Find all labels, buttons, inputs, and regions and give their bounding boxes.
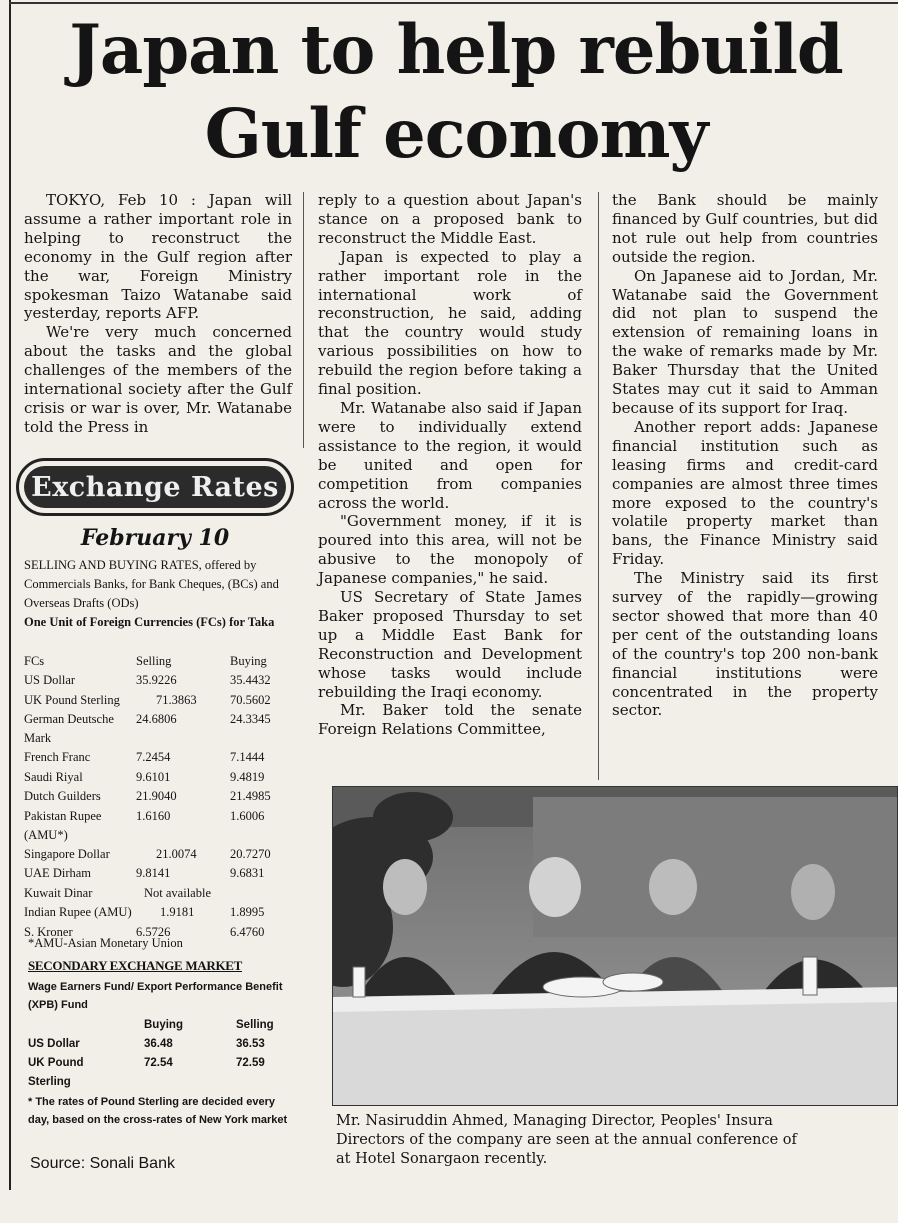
rates-currency: French Franc: [24, 750, 91, 764]
secondary-selling: 72.59: [236, 1057, 265, 1069]
headline-line-1: Japan to help rebuild: [69, 10, 843, 89]
article-paragraph: TOKYO, Feb 10 : Japan will assume a rather important role in helping to reconstruct the economy in the Gulf region after the war, Foreign Ministry spokesman Taizo Watanabe said yesterday, reports AFP.: [24, 191, 292, 323]
rates-footnote: [24, 934, 298, 953]
rates-currency: Indian Rupee (AMU): [24, 905, 132, 919]
page-border-top: [9, 2, 898, 4]
rates-currency: US Dollar: [24, 673, 76, 687]
article-paragraph: We're very much concerned about the tasks and the global challenges of the members of the international society after the Gulf crisis or war is over, Mr. Watanabe told the Press in: [24, 323, 292, 436]
secondary-market-subtitle: Wage Earners Fund/ Export Performance Benefit (XPB) Fund: [28, 981, 283, 1011]
secondary-buying: 72.54: [144, 1057, 173, 1069]
rates-buying: 21.4985: [230, 789, 271, 803]
rates-footnote-text: *AMU-Asian Monetary Union: [28, 936, 183, 950]
rates-currency: German Deutsche Mark: [24, 712, 114, 745]
photo-caption: [336, 1112, 898, 1169]
headline: [14, 8, 898, 176]
rates-selling: 1.6160: [136, 808, 171, 823]
conference-photo: [332, 786, 898, 1106]
rates-currency: S. Kroner: [24, 924, 73, 939]
secondary-currency: US Dollar: [28, 1038, 80, 1050]
rates-buying: 9.6831: [230, 866, 265, 880]
article-paragraph: reply to a question about Japan's stance on a proposed bank to reconstruct the Middle East.: [318, 191, 582, 247]
rates-row: [24, 807, 298, 845]
article-paragraph: Japan is expected to play a rather important role in the international work of reconstruction, he said, adding that the country would study various possibilities on how to rebuild the region before taking a final position.: [318, 247, 582, 399]
secondary-buying: 36.48: [144, 1038, 173, 1050]
exchange-rates-unit-line: One Unit of Foreign Currencies (FCs) for Taka: [24, 615, 275, 629]
pound-sterling-note: * The rates of Pound Sterling are decided every day, based on the cross-rates of New York market: [28, 1096, 288, 1126]
exchange-rates-intro: [24, 556, 298, 632]
exchange-rates-title: Exchange Rates: [24, 466, 286, 508]
article-column-1: [24, 191, 292, 437]
article-paragraph: Mr. Watanabe also said if Japan were to individually extend assistance to the region, it would be united and open for competition from companies across the world.: [318, 398, 582, 512]
article-column-3: [612, 191, 878, 720]
rates-buying: 70.5602: [230, 692, 271, 707]
rates-source: Source: Sonali Bank: [30, 1155, 175, 1172]
rates-header-selling: Selling: [136, 654, 172, 668]
rates-buying: 6.4760: [230, 924, 265, 939]
rates-selling: 24.6806: [136, 712, 177, 726]
rates-selling: 9.8141: [136, 866, 171, 880]
rates-currency: UAE Dirham: [24, 866, 91, 880]
article-paragraph: "Government money, if it is poured into this area, will not be abusive to the monopoly of Japanese companies," he said.: [318, 512, 582, 588]
rates-selling: 71.3863: [156, 692, 197, 707]
rates-buying: 7.1444: [230, 750, 265, 764]
rates-buying: 24.3345: [230, 712, 271, 726]
secondary-header-row: [24, 1016, 298, 1035]
secondary-row-usd: [24, 1035, 298, 1054]
rates-row: [24, 864, 298, 883]
rates-currency: Saudi Riyal: [24, 769, 83, 784]
rates-row: [24, 768, 298, 787]
rates-selling: Not available: [144, 885, 211, 900]
secondary-row-gbp: [24, 1054, 298, 1092]
rates-selling: 35.9226: [136, 673, 177, 687]
article-paragraph: The Ministry said its first survey of the rapidly—growing sector showed that more than 40 per cent of the outstanding loans of the country's top 200 non-bank financial institutions were concentrated in the property sector.: [612, 569, 878, 720]
rates-row: [24, 903, 298, 922]
rates-currency: Pakistan Rupee (AMU*): [24, 808, 102, 842]
rates-header-fcs: FCs: [24, 654, 45, 668]
page-border-left: [9, 0, 11, 1190]
rates-currency: Dutch Guilders: [24, 789, 101, 803]
secondary-header-selling: Selling: [236, 1019, 274, 1031]
article-paragraph: the Bank should be mainly financed by Gulf countries, but did not rule out help from countries outside the region.: [612, 191, 878, 266]
rates-header-buying: Buying: [230, 654, 267, 668]
rates-row: [24, 845, 298, 864]
rates-selling: 6.5726: [136, 924, 171, 939]
rates-selling: 7.2454: [136, 750, 171, 764]
rates-currency: UK Pound Sterling: [24, 692, 120, 707]
rates-currency: Singapore Dollar: [24, 846, 110, 861]
caption-line-3: at Hotel Sonargaon recently.: [336, 1151, 548, 1167]
rates-currency: Kuwait Dinar: [24, 885, 93, 900]
rates-buying: 20.7270: [230, 846, 271, 861]
exchange-rates-date: February 10: [80, 525, 230, 551]
rates-row: [24, 691, 298, 710]
rates-row: [24, 748, 298, 767]
rates-selling: 21.0074: [156, 846, 197, 861]
headline-line-2: Gulf economy: [204, 94, 708, 173]
article-paragraph: Mr. Baker told the senate Foreign Relations Committee,: [318, 701, 582, 739]
rates-buying: 9.4819: [230, 769, 265, 784]
rates-buying: 1.8995: [230, 905, 265, 919]
article-paragraph: US Secretary of State James Baker proposed Thursday to set up a Middle East Bank for Reconstruction and Development whose tasks would include rebuilding the Iraqi economy.: [318, 588, 582, 701]
rates-selling: 21.9040: [136, 789, 177, 803]
exchange-rates-intro-text: SELLING AND BUYING RATES, offered by Commercials Banks, for Bank Cheques, (BCs) and Overseas Drafts (ODs): [24, 558, 279, 610]
rates-selling: 9.6101: [136, 769, 171, 784]
secondary-header-buying: Buying: [144, 1019, 183, 1031]
rates-row: [24, 884, 298, 903]
secondary-market-title: SECONDARY EXCHANGE MARKET: [28, 958, 243, 973]
column-rule-2: [598, 192, 599, 780]
rates-header-row: [24, 652, 298, 671]
caption-line-2: Directors of the company are seen at the annual conference of: [336, 1132, 797, 1148]
caption-line-1: Mr. Nasiruddin Ahmed, Managing Director, Peoples' Insura: [336, 1113, 773, 1129]
rates-row: [24, 710, 298, 748]
secondary-selling: 36.53: [236, 1038, 265, 1050]
exchange-rates-banner: [16, 458, 294, 516]
secondary-currency: UK Pound Sterling: [28, 1057, 84, 1088]
rates-selling: 1.9181: [160, 905, 195, 919]
rates-buying: 35.4432: [230, 673, 271, 687]
rates-row: [24, 671, 298, 690]
article-column-2: [318, 191, 582, 739]
article-paragraph: Another report adds: Japanese financial institution such as leasing firms and credit-card companies are almost three times more exposed to the country's volatile property market than bans, the Finance Ministry said Friday.: [612, 417, 878, 569]
article-paragraph: On Japanese aid to Jordan, Mr. Watanabe said the Government did not plan to suspend the extension of remaining loans in the wake of remarks made by Mr. Baker Thursday that the United States may cut it said to Amman because of its support for Iraq.: [612, 266, 878, 417]
conference-photo-illustration: [333, 787, 898, 1106]
rates-row: [24, 787, 298, 806]
column-rule-1: [303, 192, 304, 448]
rates-buying: 1.6006: [230, 808, 265, 823]
